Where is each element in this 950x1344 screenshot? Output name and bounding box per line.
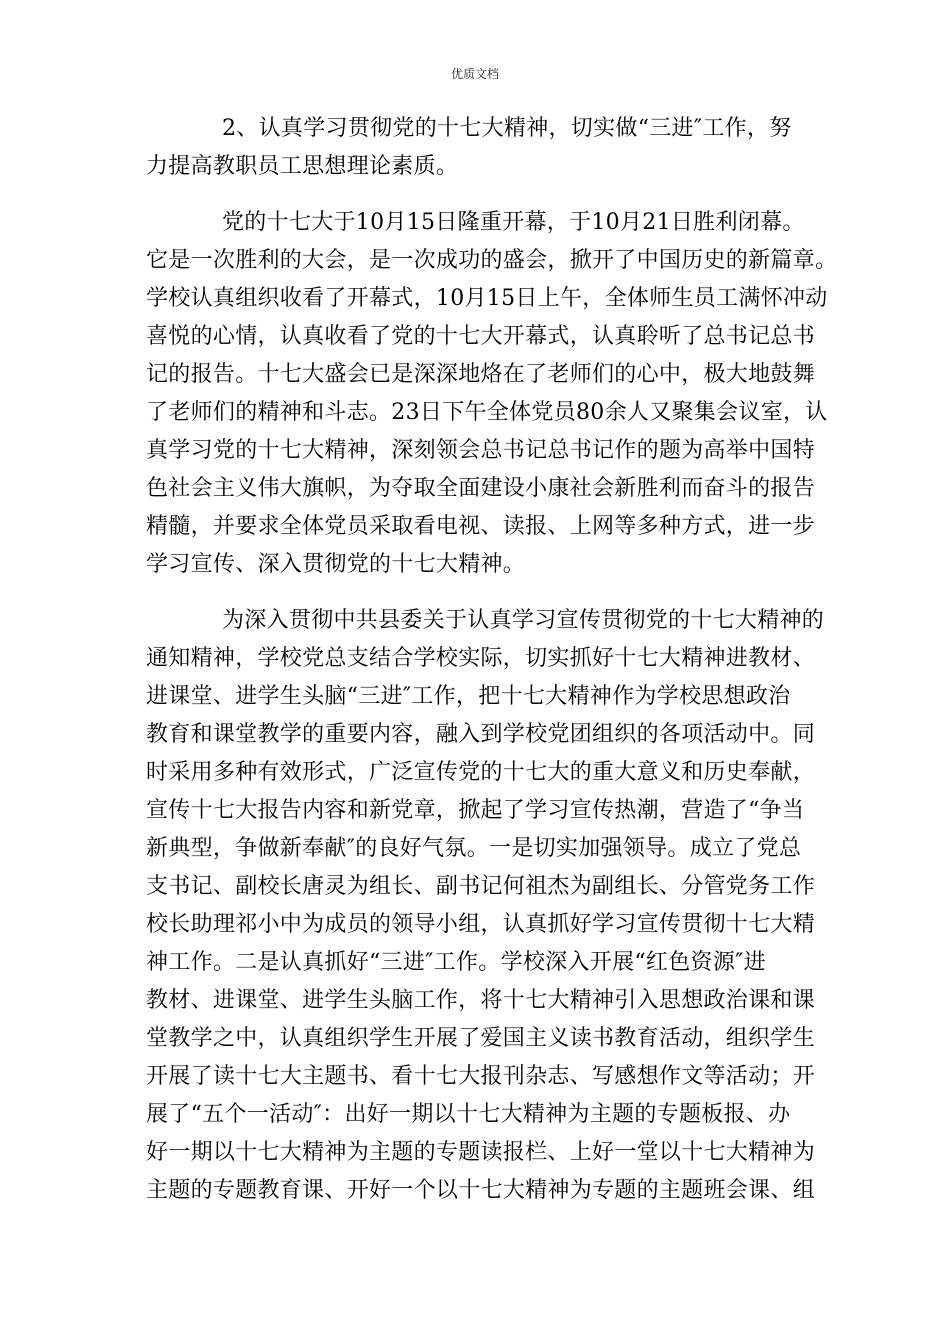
text-line: 它是一次胜利的大会，是一次成功的盛会，掀开了中国历史的新篇章。 bbox=[146, 248, 838, 273]
page-header: 优质文档 bbox=[450, 67, 499, 81]
text-line: 学习宣传、深入贯彻党的十七大精神。 bbox=[146, 552, 526, 577]
text-line: 色社会主义伟大旗帜，为夺取全面建设小康社会新胜利而奋斗的报告 bbox=[146, 476, 816, 501]
text-line: 新典型，争做新奉献″的良好气氛。一是切实加强领导。成立了党总 bbox=[146, 836, 802, 861]
paragraph-three-entries bbox=[146, 602, 825, 1210]
text-line: 了老师们的精神和斗志。23日下午全体党员80余人又聚集会议室，认 bbox=[146, 400, 828, 425]
paragraph-section-2-heading bbox=[146, 110, 806, 186]
text-line: 力提高教职员工思想理论素质。 bbox=[146, 154, 459, 179]
text-line: 进课堂、进学生头脑“三进″工作，把十七大精神作为学校思想政治 bbox=[146, 684, 791, 709]
text-line: 好一期以十七大精神为主题的专题读报栏、上好一堂以十七大精神为 bbox=[146, 1140, 816, 1165]
text-line: 支书记、副校长唐灵为组长、副书记何祖杰为副组长、分管党务工作 bbox=[146, 874, 816, 899]
text-line: 喜悦的心情，认真收看了党的十七大开幕式，认真聆听了总书记总书 bbox=[146, 324, 816, 349]
text-line: 2、认真学习贯彻党的十七大精神，切实做“三进″工作，努 bbox=[222, 116, 792, 141]
text-line: 校长助理祁小中为成员的领导小组，认真抓好学习宣传贯彻十七大精 bbox=[146, 912, 816, 937]
paragraph-congress-opening bbox=[146, 204, 838, 584]
text-line: 精髓，并要求全体党员采取看电视、读报、上网等多种方式，进一步 bbox=[146, 514, 816, 539]
text-line: 神工作。二是认真抓好“三进″工作。学校深入开展“红色资源″进 bbox=[146, 950, 766, 975]
text-line: 为深入贯彻中共县委关于认真学习宣传贯彻党的十七大精神的 bbox=[222, 608, 825, 633]
text-line: 通知精神，学校党总支结合学校实际，切实抓好十七大精神进教材、 bbox=[146, 646, 816, 671]
document-body bbox=[146, 110, 838, 1210]
text-line: 学校认真组织收看了开幕式，10月15日上午，全体师生员工满怀冲动 bbox=[146, 286, 828, 311]
text-line: 堂教学之中，认真组织学生开展了爱国主义读书教育活动，组织学生 bbox=[146, 1026, 816, 1051]
text-line: 教育和课堂教学的重要内容，融入到学校党团组织的各项活动中。同 bbox=[146, 722, 816, 747]
text-line: 展了“五个一活动″：出好一期以十七大精神为主题的专题板报、办 bbox=[146, 1102, 791, 1127]
text-line: 开展了读十七大主题书、看十七大报刊杂志、写感想作文等活动；开 bbox=[146, 1064, 816, 1089]
text-line: 时采用多种有效形式，广泛宣传党的十七大的重大意义和历史奉献， bbox=[146, 760, 816, 785]
text-line: 党的十七大于10月15日隆重开幕，于10月21日胜利闭幕。 bbox=[222, 210, 805, 235]
text-line: 真学习党的十七大精神，深刻领会总书记总书记作的题为高举中国特 bbox=[146, 438, 816, 463]
text-line: 教材、进课堂、进学生头脑工作，将十七大精神引入思想政治课和课 bbox=[146, 988, 816, 1013]
text-line: 主题的专题教育课、开好一个以十七大精神为专题的主题班会课、组 bbox=[146, 1178, 816, 1203]
text-line: 宣传十七大报告内容和新党章，掀起了学习宣传热潮，营造了“争当 bbox=[146, 798, 805, 823]
text-line: 记的报告。十七大盛会已是深深地烙在了老师们的心中，极大地鼓舞 bbox=[146, 362, 816, 387]
